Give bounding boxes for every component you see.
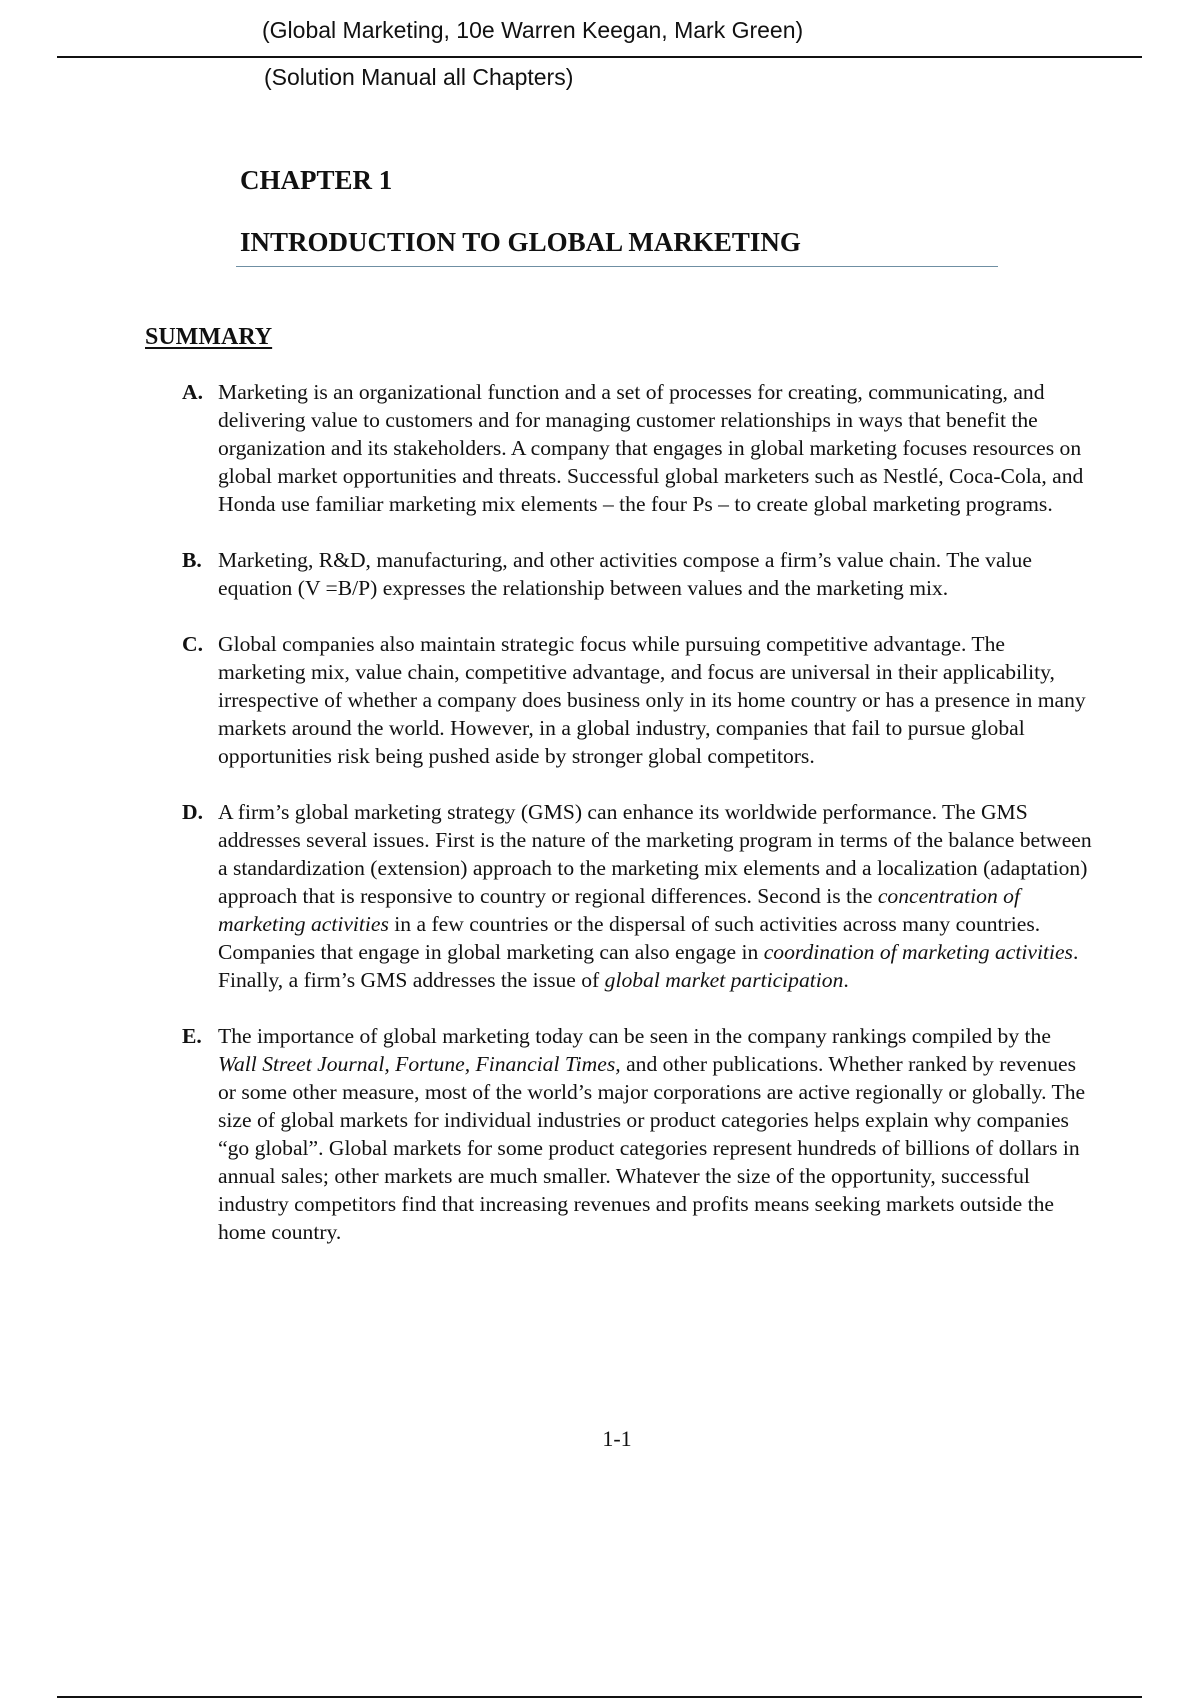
document-header-title: (Global Marketing, 10e Warren Keegan, Mark Green) bbox=[262, 17, 804, 43]
summary-item bbox=[182, 546, 1092, 602]
summary-item bbox=[182, 378, 1092, 518]
italic-text: concentration of marketing activities bbox=[218, 884, 1020, 936]
summary-item-letter: D. bbox=[182, 800, 203, 824]
page-number: 1-1 bbox=[602, 1426, 632, 1451]
summary-item bbox=[182, 630, 1092, 770]
chapter-label: CHAPTER 1 bbox=[240, 165, 393, 195]
chapter-title: INTRODUCTION TO GLOBAL MARKETING bbox=[240, 227, 801, 257]
text-run: Marketing, R&D, manufacturing, and other activities compose a firm’s value chain. The value equation (V =B/P) expresses the relationship between values and the marketing mix. bbox=[218, 548, 1032, 600]
summary-item-letter: B. bbox=[182, 548, 202, 572]
summary-item-text bbox=[218, 378, 1092, 518]
summary-item-text bbox=[218, 1022, 1092, 1246]
summary-item-letter: A. bbox=[182, 380, 203, 404]
text-run: and other publications. Whether ranked by revenues or some other measure, most of the world’s major corporations are active regionally or globally. The size of global markets for individual industries or product categories helps explain why companies “go global”. Global markets for some product categories represent hundreds of billions of dollars in annual sales; other markets are much smaller. Whatever the size of the opportunity, successful industry competitors find that increasing revenues and profits means seeking markets outside the home country. bbox=[218, 1052, 1086, 1244]
summary-heading: SUMMARY bbox=[145, 324, 273, 350]
italic-text: Wall Street Journal, Fortune, Financial Times, bbox=[218, 1052, 621, 1076]
summary-list bbox=[182, 378, 1092, 1274]
summary-item-text bbox=[218, 630, 1092, 770]
summary-item bbox=[182, 1022, 1092, 1246]
summary-item bbox=[182, 798, 1092, 994]
summary-item-text bbox=[218, 798, 1092, 994]
summary-item-letter: C. bbox=[182, 632, 203, 656]
italic-text: global market participation bbox=[604, 968, 844, 992]
text-run: A firm’s global marketing strategy (GMS) can enhance its worldwide performance. The GMS addresses several issues. First is the nature of the marketing program in terms of the balance between a standardization (extension) approach to the marketing mix elements and a localization (adaptation) approach that is responsive to country or regional differences. Second is the bbox=[218, 800, 1092, 908]
text-run: Marketing is an organizational function and a set of processes for creating, communicating, and delivering value to customers and for managing customer relationships in ways that benefit the organization and its stakeholders. A company that engages in global marketing focuses resources on global market opportunities and threats. Successful global marketers such as Nestlé, Coca-Cola, and Honda use familiar marketing mix elements – the four Ps – to create global marketing programs. bbox=[218, 380, 1084, 516]
text-run: The importance of global marketing today can be seen in the company rankings compiled by the bbox=[218, 1024, 1051, 1048]
italic-text: coordination of marketing activities bbox=[763, 940, 1073, 964]
text-run: Global companies also maintain strategic focus while pursuing competitive advantage. The marketing mix, value chain, competitive advantage, and focus are universal in their applicability, irrespective of whether a company does business only in its home country or has a presence in many markets around the world. However, in a global industry, companies that fail to pursue global opportunities risk being pushed aside by stronger global competitors. bbox=[218, 632, 1086, 768]
summary-item-letter: E. bbox=[182, 1024, 202, 1048]
text-run: . bbox=[843, 968, 849, 992]
text-run: . Finally, a firm’s GMS addresses the issue of bbox=[218, 940, 1079, 992]
chapter-title-underline bbox=[236, 266, 998, 267]
text-run: in a few countries or the dispersal of such activities across many countries. Companies that engage in global marketing can also engage in bbox=[218, 912, 1041, 964]
header-divider bbox=[57, 56, 1142, 58]
document-header-subtitle: (Solution Manual all Chapters) bbox=[264, 64, 574, 90]
summary-item-text bbox=[218, 546, 1092, 602]
footer-divider bbox=[57, 1696, 1142, 1698]
